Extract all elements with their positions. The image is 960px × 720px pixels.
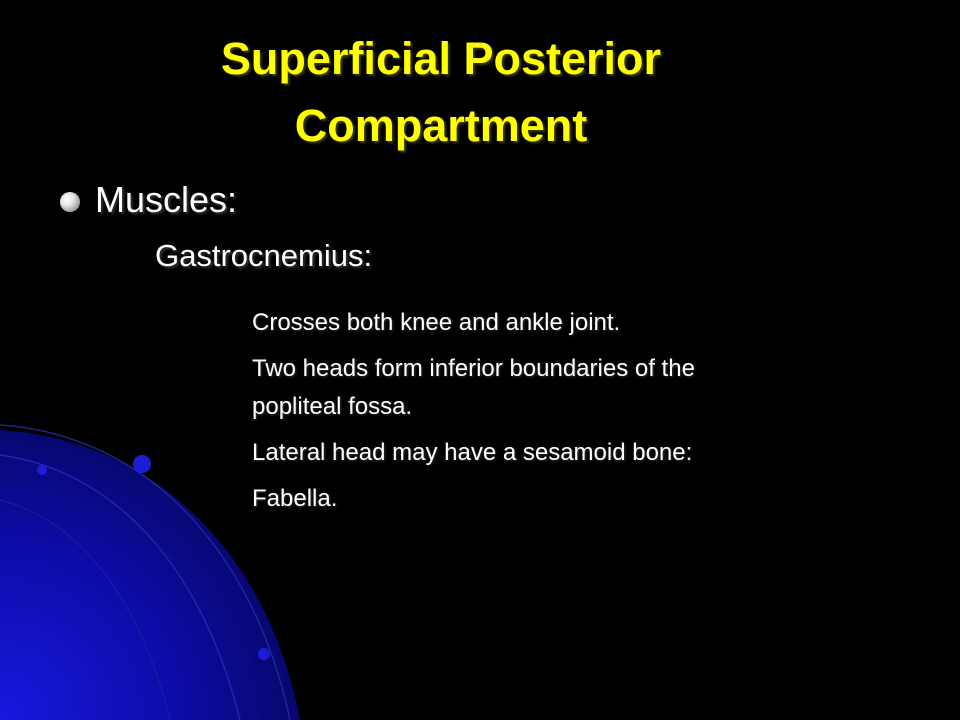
slide-title-line-1: Superficial Posterior: [220, 33, 662, 84]
slide-title-line-2: Compartment: [294, 100, 588, 151]
bullet-text: Muscles:: [95, 179, 238, 220]
decor-dot-1: [37, 465, 47, 475]
muscle-heading: Gastrocnemius:: [155, 238, 373, 273]
bullet-dot-icon: [60, 192, 80, 212]
decor-dot-2: [133, 455, 151, 473]
detail-line: Fabella.: [252, 485, 338, 512]
decor-dot-3: [258, 648, 270, 660]
detail-line: popliteal fossa.: [252, 393, 413, 420]
detail-line: Lateral head may have a sesamoid bone:: [252, 439, 693, 466]
detail-line: Two heads form inferior boundaries of the: [252, 355, 695, 382]
detail-line: Crosses both knee and ankle joint.: [252, 309, 621, 336]
